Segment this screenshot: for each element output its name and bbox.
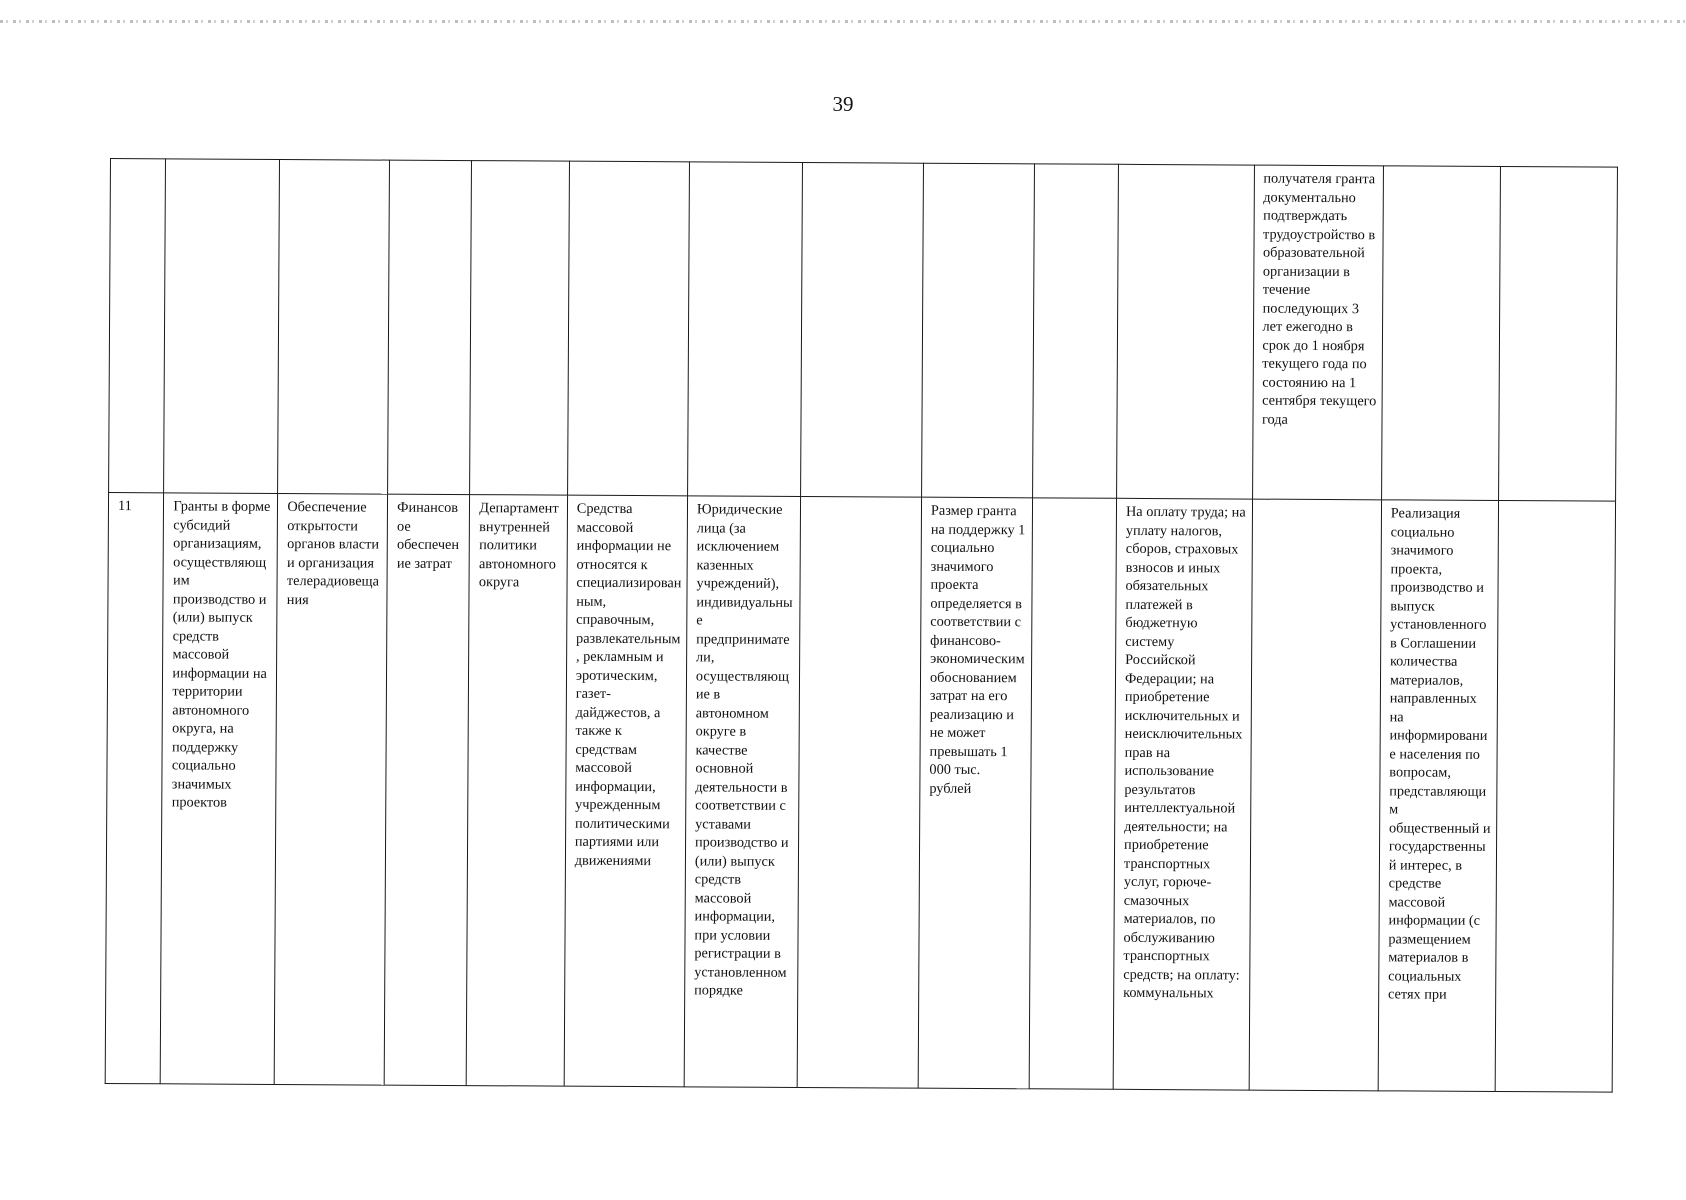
cont-cell-2 — [164, 159, 280, 494]
row-number-cell: 11 — [105, 492, 164, 1083]
cont-cell-13 — [1381, 166, 1500, 501]
support-type-cell: Финансовое обеспечение затрат — [384, 494, 470, 1085]
empty-cell-10 — [1029, 498, 1117, 1089]
page-number: 39 — [832, 92, 854, 116]
cont-cell-10 — [1032, 164, 1118, 498]
cont-cell-1 — [109, 159, 166, 493]
measure-name-cell: Гранты в форме субсидий организациям, осуществляющим производство и (или) выпуск средств массовой информации на территории автономного округа, на поддержку социально значимых проектов — [161, 493, 278, 1085]
empty-cell-12 — [1249, 499, 1382, 1091]
empty-cell-14 — [1495, 501, 1616, 1093]
exclusions-cell: Средства массовой информации не относятся к специализированным, справочным, развлекательным, рекламным и эротическим, газет-дайджестов, а также к средствам массовой информации, учрежденным политическими партиями или движениями — [564, 495, 687, 1087]
cont-cell-12-employment-condition: получателя гранта документально подтверждать трудоустройство в образовательной организации в течение последующих 3 лет ежегодно в срок до 1 ноября текущего года по состоянию на 1 сентября текущего года — [1252, 165, 1383, 500]
scan-edge — [0, 20, 1686, 23]
cont-cell-6 — [567, 161, 689, 496]
cont-cell-11 — [1117, 164, 1254, 499]
empty-cell-8 — [797, 496, 922, 1088]
cont-cell-8 — [800, 162, 923, 497]
document-table — [105, 158, 1618, 1093]
eligible-costs-cell: На оплату труда; на уплату налогов, сборов, страховых взносов и иных обязательных платежей в бюджетную систему Российской Федерации; на приобретение исключительных и неисключительных прав на использование результатов интеллектуальной деятельности; на приобретение транспортных услуг, горюче-смазочных материалов, по обслуживанию транспортных средств; на оплату: коммунальных — [1113, 498, 1252, 1090]
cont-cell-14 — [1498, 167, 1617, 502]
cont-cell-5 — [470, 161, 569, 496]
recipients-cell: Юридические лица (за исключением казенных учреждений), индивидуальные предприниматели, осуществляющие в автономном округе в качестве основной деятельности в соответствии с уставами производство и (или) выпуск средств массовой информации, при условии регистрации в установленном порядке — [684, 496, 800, 1088]
grant-amount-cell: Размер гранта на поддержку 1 социально значимого проекта определяется в соответствии с финансово-экономическим обоснованием затрат на его реализацию и не может превышать 1 000 тыс. рублей — [918, 497, 1032, 1089]
cont-cell-9 — [922, 163, 1035, 498]
cont-cell-7 — [687, 162, 802, 497]
result-cell: Реализация социально значимого проекта, производство и выпуск установленного в Соглашении количества материалов, направленных на информирование населения по вопросам, представляющим общественный и государственный интерес, в средстве массовой информации (с размещением материалов в социальных сетях при — [1378, 500, 1498, 1092]
table-row-11 — [105, 492, 1615, 1092]
purpose-cell: Обеспечение открытости органов власти и организация телерадиовещания — [275, 493, 388, 1085]
cont-cell-3 — [278, 159, 390, 494]
table-row-continuation — [109, 159, 1618, 502]
department-cell: Департамент внутренней политики автономного округа — [466, 495, 567, 1087]
cont-cell-4 — [388, 160, 472, 494]
